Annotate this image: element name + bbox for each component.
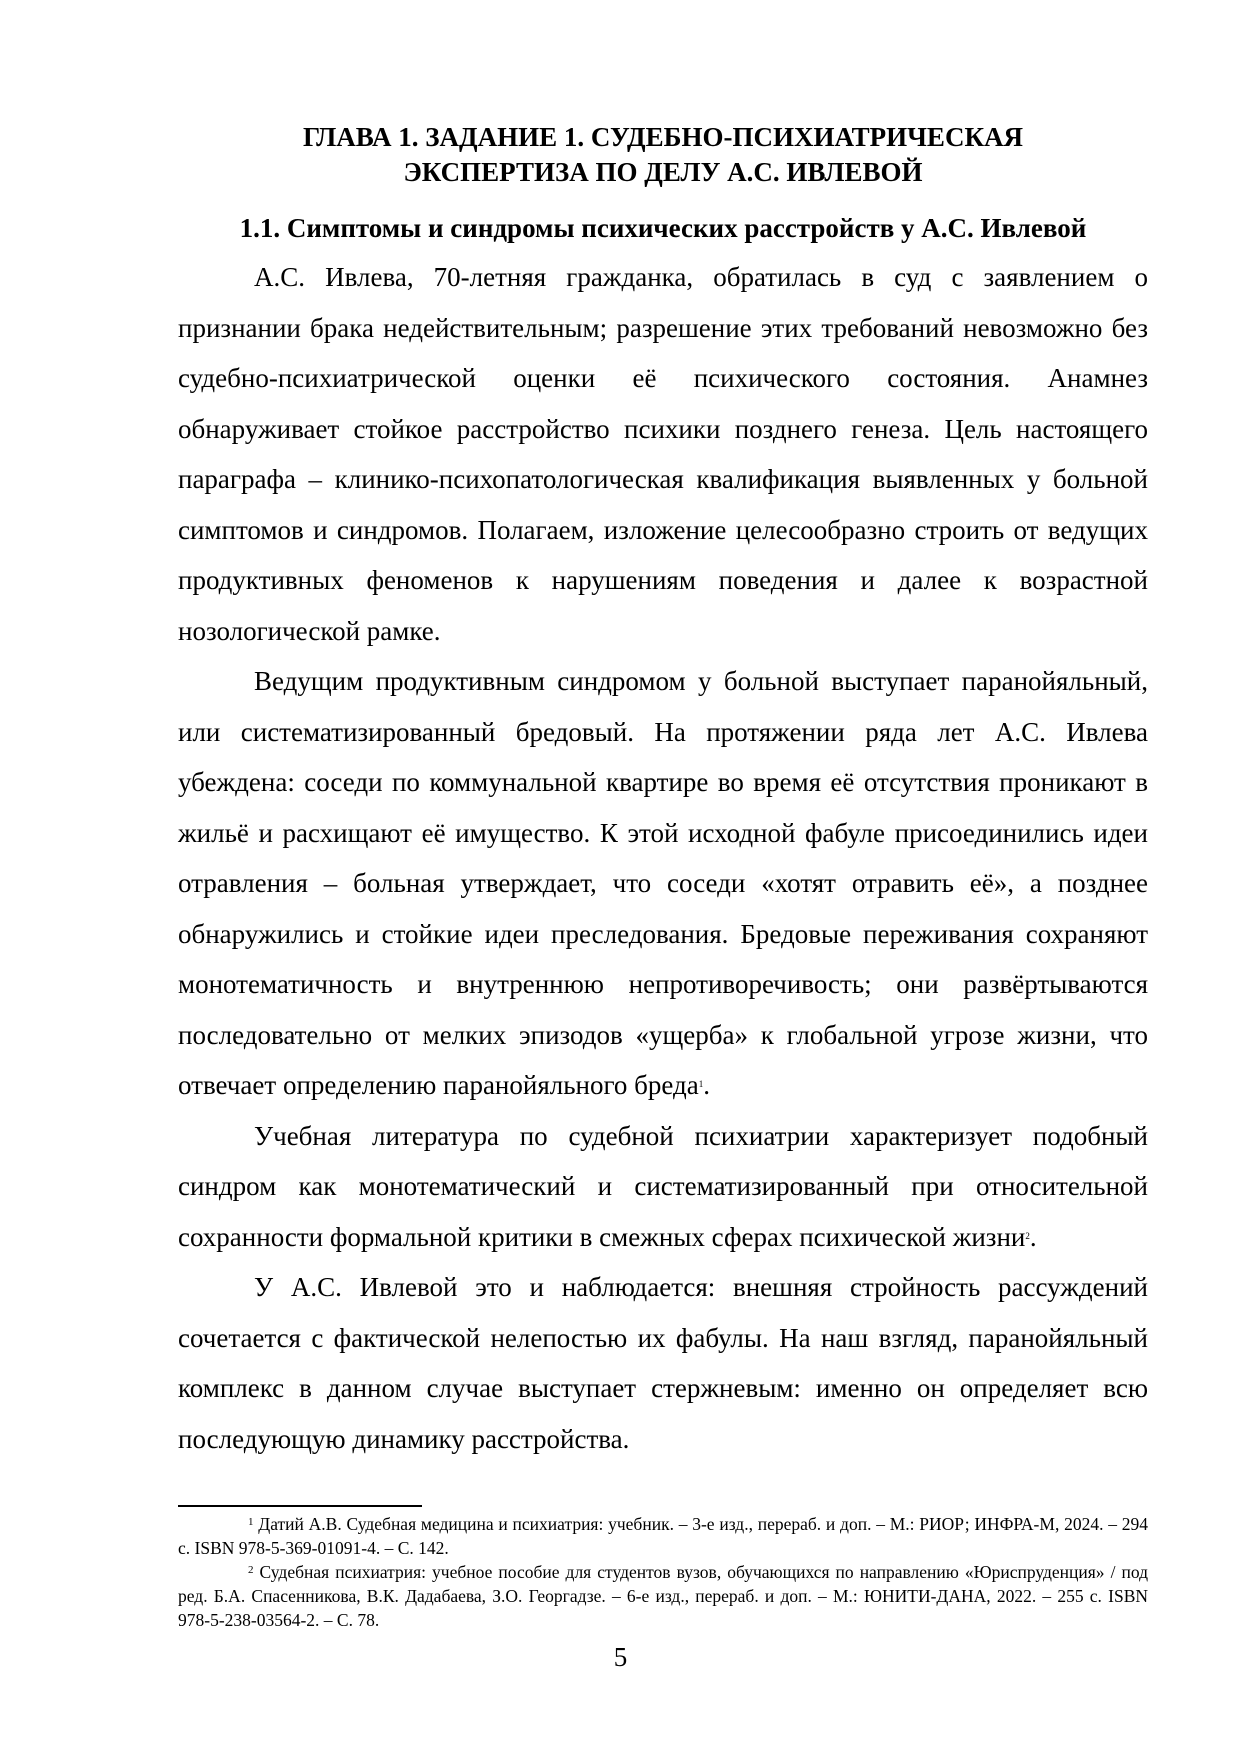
- paragraph-1-text: А.С. Ивлева, 70-летняя гражданка, обратилась в суд с заявлением о признании брака недействительным; разрешение этих требований невозможно без судебно-психиатрической оценки её психического состояния. Анамнез обнаруживает стойкое расстройство психики позднего генеза. Цель настоящего параграфа – клинико-психопатологическая квалификация выявленных у больной симптомов и синдромов. Полагаем, изложение целесообразно строить от ведущих продуктивных феноменов к нарушениям поведения и далее к возрастной нозологической рамке.: [178, 262, 1148, 646]
- chapter-title: [178, 120, 1148, 190]
- footnote-separator: [178, 1505, 422, 1507]
- footnote-1-mark: 1: [248, 1516, 254, 1528]
- footnote-1-text: Датий А.В. Судебная медицина и психиатрия: учебник. – 3-е изд., перераб. и доп. – М.: РИОР; ИНФРА-М, 2024. – 294 с. ISBN 978-5-369-01091-4. – С. 142.: [178, 1514, 1148, 1558]
- paragraph-4: [178, 1262, 1148, 1464]
- footnotes: [178, 1512, 1148, 1632]
- section-title: 1.1. Симптомы и синдромы психических расстройств у А.С. Ивлевой: [239, 213, 1087, 243]
- paragraph-2-text: Ведущим продуктивным синдромом у больной выступает паранойяльный, или систематизированный бредовый. На протяжении ряда лет А.С. Ивлева убеждена: соседи по коммунальной квартире во время её отсутствия проникают в жильё и расхищают её имущество. К этой исходной фабуле присоединились идеи отравления – больная утверждает, что соседи «хотят отравить её», а позднее обнаружились и стойкие идеи преследования. Бредовые переживания сохраняют монотематичность и внутреннюю непротиворечивость; они развёртываются последовательно от мелких эпизодов «ущерба» к глобальной угрозе жизни, что отвечает определению паранойяльного бреда: [178, 666, 1148, 1100]
- paragraph-3: Учебная литература по судебной психиатрии характеризует подобный синдром как монотематический и систематизированный при относительной сохранности формальной критики в смежных сферах психической жизни$^2$.: [178, 1120, 1148, 1252]
- chapter-title-line-1: ГЛАВА 1. ЗАДАНИЕ 1. СУДЕБНО-ПСИХИАТРИЧЕСКАЯ: [302, 122, 1024, 152]
- footnote-1: [178, 1512, 1148, 1560]
- page-number: 5: [613, 1642, 628, 1672]
- paragraph-2: Ведущим продуктивным синдромом у больной выступает паранойяльный, или систематизированный бредовый. На протяжении ряда лет А.С. Ивлева убеждена: соседи по коммунальной квартире во время её отсутствия проникают в жильё и расхищают её имущество. К этой исходной фабуле присоединились идеи отравления – больная утверждает, что соседи «хотят отравить её», а позднее обнаружились и стойкие идеи преследования. Бредовые переживания сохраняют монотематичность и внутреннюю непротиворечивость; они развёртываются последовательно от мелких эпизодов «ущерба» к глобальной угрозе жизни, что отвечает определению паранойяльного бреда$^1$.: [178, 666, 1148, 1100]
- paragraph-3-text: Учебная литература по судебной психиатрии характеризует подобный синдром как монотематический и систематизированный при относительной сохранности формальной критики в смежных сферах психической жизни: [178, 1120, 1148, 1252]
- footnote-ref-2[interactable]: 2: [1025, 1230, 1030, 1241]
- chapter-title-line-2: ЭКСПЕРТИЗА ПО ДЕЛУ А.С. ИВЛЕВОЙ: [403, 157, 923, 187]
- footnote-2-text: Судебная психиатрия: учебное пособие для студентов вузов, обучающихся по направлению «Юриспруденция» / под ред. Б.А. Спасенникова, В.К. Дадабаева, З.О. Георгадзе. – 6-е изд., перераб. и доп. – М.: ЮНИТИ-ДАНА, 2022. – 255 с. ISBN 978-5-238-03564-2. – С. 78.: [178, 1562, 1148, 1630]
- footnote-2: [178, 1560, 1148, 1632]
- body-text: [178, 252, 1148, 1464]
- paragraph-4-text: У А.С. Ивлевой это и наблюдается: внешняя стройность рассуждений сочетается с фактической нелепостью их фабулы. На наш взгляд, паранойяльный комплекс в данном случае выступает стержневым: именно он определяет всю последующую динамику расстройства.: [178, 1272, 1148, 1454]
- paragraph-1: [178, 252, 1148, 656]
- footnote-2-mark: 2: [248, 1564, 254, 1576]
- footnote-ref-1[interactable]: 1: [698, 1079, 704, 1089]
